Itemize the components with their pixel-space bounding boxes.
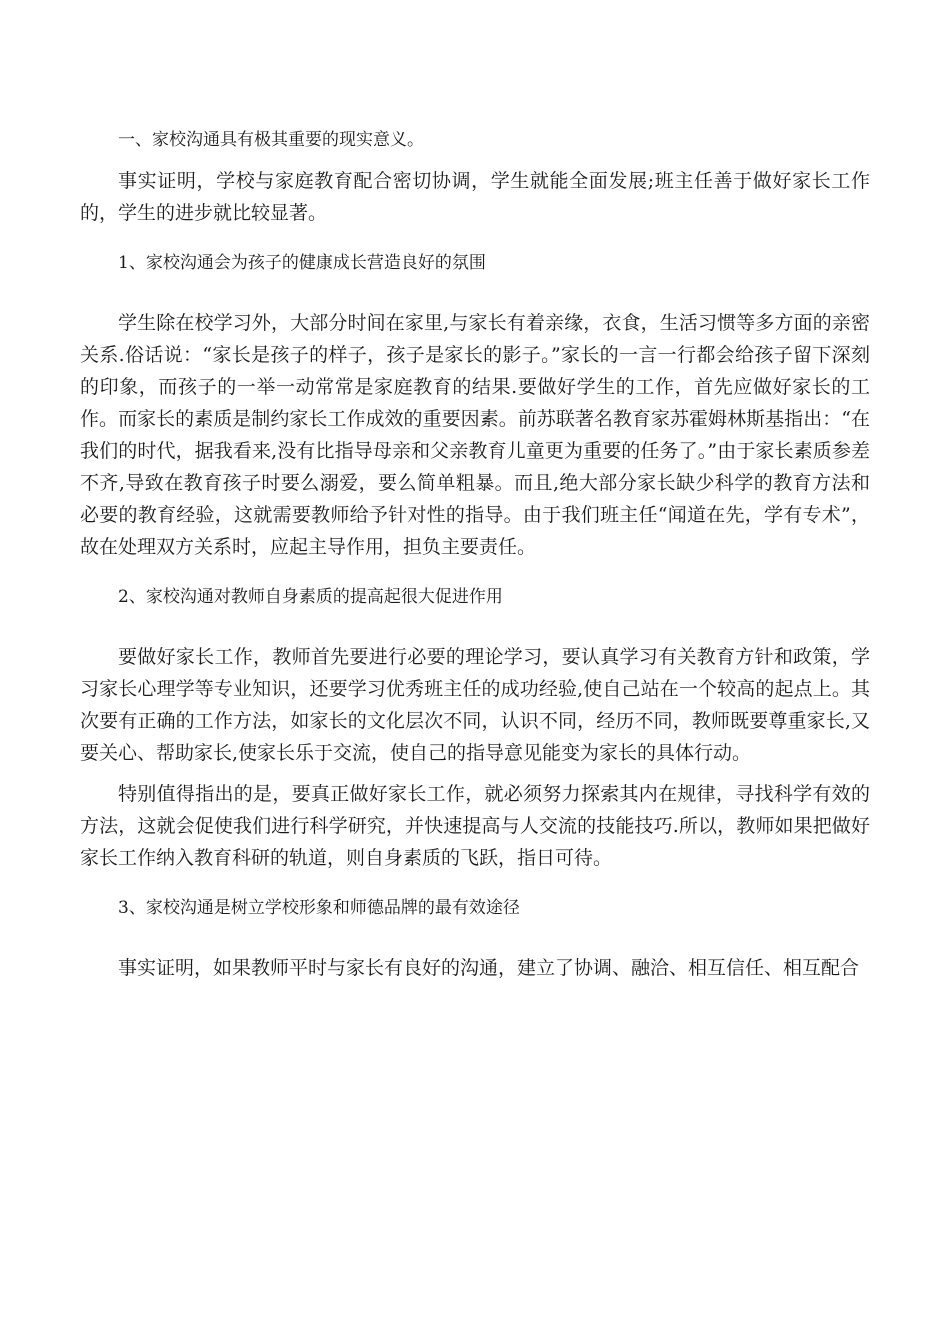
spacer [80, 156, 870, 165]
intro-paragraph: 事实证明，学校与家庭教育配合密切协调，学生就能全面发展;班主任善于做好家长工作的，学生的进步就比较显著。 [80, 170, 870, 224]
point-2-paragraph-2: 特别值得指出的是，要真正做好家长工作，就必须努力探索其内在规律，寻找科学有效的方法，这就会促使我们进行科学研究，并快速提高与人交流的技能技巧.所以，教师如果把做好家长工作纳入教育科研的轨道，则自身素质的飞跃，指日可待。 [80, 783, 870, 869]
point-1-paragraph: 学生除在校学习外，大部分时间在家里,与家长有着亲缘，衣食，生活习惯等多方面的亲密关系.俗话说：“家长是孩子的样子，孩子是家长的影子。”家长的一言一行都会给孩子留下深刻的印象，而孩子的一举一动常常是家庭教育的结果.要做好学生的工作，首先应做好家长的工作。而家长的素质是制约家长工作成效的重要因素。前苏联著名教育家苏霍姆林斯基指出：“在我们的时代，据我看来,没有比指导母亲和父亲教育儿童更为重要的任务了。”由于家长素质参差不齐,导致在教育孩子时要么溺爱，要么简单粗暴。而且,绝大部分家长缺少科学的教育方法和必要的教育经验，这就需要教师给予针对性的指导。由于我们班主任“闻道在先，学有专术”，故在处理双方关系时，应起主导作用，担负主要责任。 [80, 312, 870, 558]
spacer [80, 874, 870, 892]
spacer [80, 563, 870, 581]
document-body [80, 124, 870, 984]
spacer [80, 613, 870, 641]
spacer [80, 924, 870, 952]
point-3-heading: 3、家校沟通是树立学校形象和师德品牌的最有效途径 [118, 898, 520, 918]
spacer [80, 279, 870, 307]
point-3-paragraph: 事实证明，如果教师平时与家长有良好的沟通，建立了协调、融洽、相互信任、相互配合 [118, 957, 860, 979]
section-title: 一、家校沟通具有极其重要的现实意义。 [118, 130, 424, 150]
point-2-paragraph-1: 要做好家长工作，教师首先要进行必要的理论学习，要认真学习有关教育方针和政策，学习家长心理学等专业知识，还要学习优秀班主任的成功经验,使自己站在一个较高的起点上。其次要有正确的工作方法，如家长的文化层次不同，认识不同，经历不同，教师既要尊重家长,又要关心、帮助家长,使家长乐于交流，使自己的指导意见能变为家长的具体行动。 [80, 646, 870, 764]
spacer [80, 769, 870, 778]
point-2-heading: 2、家校沟通对教师自身素质的提高起很大促进作用 [118, 587, 503, 607]
spacer [80, 229, 870, 247]
point-1-heading: 1、家校沟通会为孩子的健康成长营造良好的氛围 [118, 253, 486, 273]
